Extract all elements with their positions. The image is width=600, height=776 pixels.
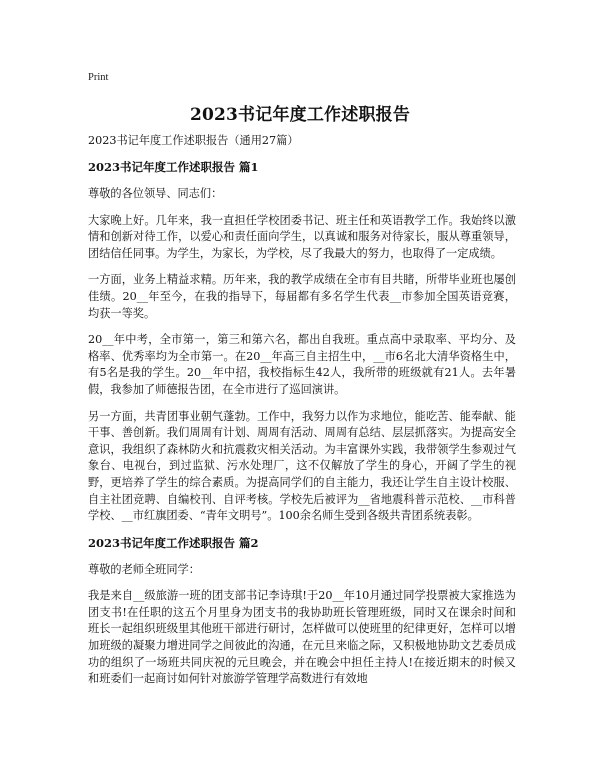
paragraph: 我是来自__级旅游一班的团支部书记李诗琪!于20__年10月通过同学投票被大家推选为团支书!在任职的这五个月里身为团支书的我协助班长管理班级，同时又在课余时间和班长一起组织班级里其他班干部进行研讨，怎样做可以使班里的纪律更好，怎样可以增加班级的凝聚力增进同学之间彼此的沟通，在元旦来临之际，又积极地协助文艺委员成功的组织了一场班共同庆祝的元旦晚会，并在晚会中担任主持人!在接近期末的时候又和班委们一起商讨如何针对旅游学管理学高数进行有效地 bbox=[88, 589, 516, 686]
paragraph: 一方面，业务上精益求精。历年来，我的教学成绩在全市有目共睹，所带毕业班也屡创佳绩。20__年至今，在我的指导下，每届都有多名学生代表__市参加全国英语竞赛，均获一等奖。 bbox=[88, 273, 516, 320]
paragraph: 尊敬的老师全班同学： bbox=[88, 562, 200, 576]
print-label[interactable]: Print bbox=[88, 72, 109, 83]
paragraph: 20__年中考，全市第一，第三和第六名，都出自我班。重点高中录取率、平均分、及格率、优秀率均为全市第一。在20__年高三自主招生中，__市6名北大清华资格生中，有5名是我的学生。20__年中招，我校指标生42人，我所带的班级就有21人。去年暑假，我参加了师德报告团，在全市进行了巡回演讲。 bbox=[88, 333, 516, 396]
document-body bbox=[88, 133, 516, 698]
paragraph: 大家晚上好。几年来，我一直担任学校团委书记、班主任和英语教学工作。我始终以激情和创新对待工作，以爱心和责任面向学生，以真诚和服务对待家长，服从尊重领导，团结信任同事。为学生，为家长，为学校，尽了我最大的努力，也取得了一定成绩。 bbox=[88, 213, 516, 260]
paragraph: 尊敬的各位领导、同志们： bbox=[88, 187, 223, 200]
paragraph: 另一方面，共青团事业朝气蓬勃。工作中，我努力以作为求地位，能吃苦、能奉献、能干事、善创新。我们周周有计划、周周有活动、周周有总结、层层抓落实。为提高安全意识，我组织了森林防火和抗震救灾相关活动。为丰富课外实践，我带领学生参观过气象台、电视台，到过监狱、污水处理厂，这不仅解放了学生的身心，开阔了学生的视野，更培养了学生的综合素质。为提高同学们的自主能力，我还让学生自主设计校服、自主社团竞聘、自编校刊、自评考核。学校先后被评为__省地震科普示范校、__市科普学校、__市红旗团委、“青年文明号”。100余名师生受到各级共青团系统表彰。 bbox=[88, 409, 516, 523]
document-subtitle: 2023书记年度工作述职报告（通用27篇） bbox=[88, 134, 299, 147]
section-heading: 2023书记年度工作述职报告 篇1 bbox=[88, 160, 259, 174]
section-heading: 2023书记年度工作述职报告 篇2 bbox=[88, 535, 259, 550]
document-title: 2023书记年度工作述职报告 bbox=[189, 105, 411, 125]
